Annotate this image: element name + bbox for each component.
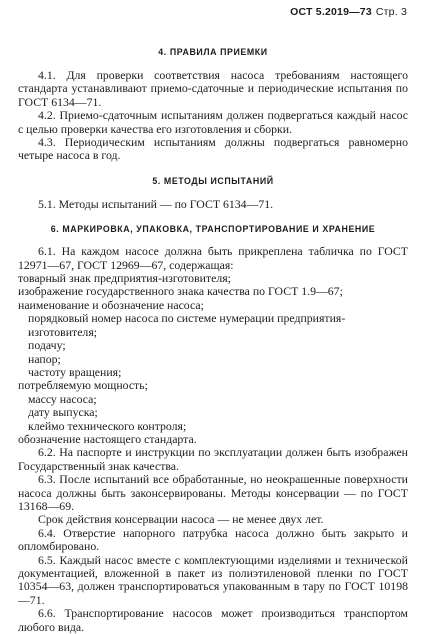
section-5-heading: 5. МЕТОДЫ ИСПЫТАНИЙ (152, 175, 274, 186)
list-item: обозначение настоящего стандарта. (18, 431, 197, 446)
section-4-heading: 4. ПРАВИЛА ПРИЕМКИ (158, 47, 268, 57)
list-item: напор; (28, 351, 61, 366)
list-item: массу насоса; (28, 391, 97, 406)
nameplate-items-list (18, 272, 408, 446)
paragraph-4-2: 4.2. Приемо-сдаточным испытаниям должен подвергаться каждый насос с целью проверки качества его изготовления и сборки. (18, 108, 408, 136)
list-item: изображение государственного знака качества по ГОСТ 1.9—67; (18, 284, 343, 299)
list-item: порядковый номер насоса по системе нумерации предприятия-изготовителя; (28, 311, 346, 339)
list-item: наименование и обозначение насоса; (18, 297, 204, 312)
paragraph-5-1: 5.1. Методы испытаний — по ГОСТ 6134—71. (38, 196, 274, 211)
paragraph-6-4: 6.4. Отверстие напорного патрубка насоса должно быть закрыто и опломбировано. (18, 525, 408, 554)
list-item: потребляемую мощность; (18, 378, 148, 393)
standard-number: ОСТ 5.2019—73 (290, 6, 372, 18)
paragraph-6-2: 6.2. На паспорте и инструкции по эксплуатации должен быть изображен Государственный знак качества. (18, 445, 408, 473)
paragraph-6-3: 6.3. После испытаний все обработанные, но неокрашенные поверхности насоса должны быть законсервированы. Методы консервации — по ГОСТ 13168—69. (18, 472, 408, 513)
paragraph-4-3: 4.3. Периодическим испытаниям должны подвергаться равномерно четыре насоса в год. (18, 135, 408, 163)
paragraph-6-6: 6.6. Транспортирование насосов может производиться транспортом любого вида. (18, 606, 408, 634)
list-item: частоту вращения; (28, 364, 122, 379)
list-item: товарный знак предприятия-изготовителя; (18, 271, 231, 286)
page-number: Стр. 3 (375, 6, 407, 18)
paragraph-6-3-term: Срок действия консервации насоса — не менее двух лет. (38, 512, 324, 527)
paragraph-6-5: 6.5. Каждый насос вместе с комплектующими изделиями и технической документацией, вложенной в пакет из полиэтиленовой пленки по ГОСТ 10354—63, должен транспортироваться упакованным в тару по ГОСТ 10198—71. (18, 552, 408, 607)
running-header (290, 6, 407, 18)
list-item: дату выпуска; (28, 405, 98, 420)
list-item: клеймо технического контроля; (28, 418, 187, 433)
list-item: подачу; (28, 338, 66, 353)
paragraph-6-1: 6.1. На каждом насосе должна быть прикреплена табличка по ГОСТ 12971—67, ГОСТ 12969—67, содержащая: (18, 244, 408, 272)
page-body (18, 46, 408, 634)
paragraph-4-1: 4.1. Для проверки соответствия насоса требованиям настоящего стандарта устанавливают приемо-сдаточные и периодические испытания по ГОСТ 6134—71. (18, 68, 408, 109)
section-6-heading: 6. МАРКИРОВКА, УПАКОВКА, ТРАНСПОРТИРОВАНИЕ И ХРАНЕНИЕ (50, 224, 376, 235)
